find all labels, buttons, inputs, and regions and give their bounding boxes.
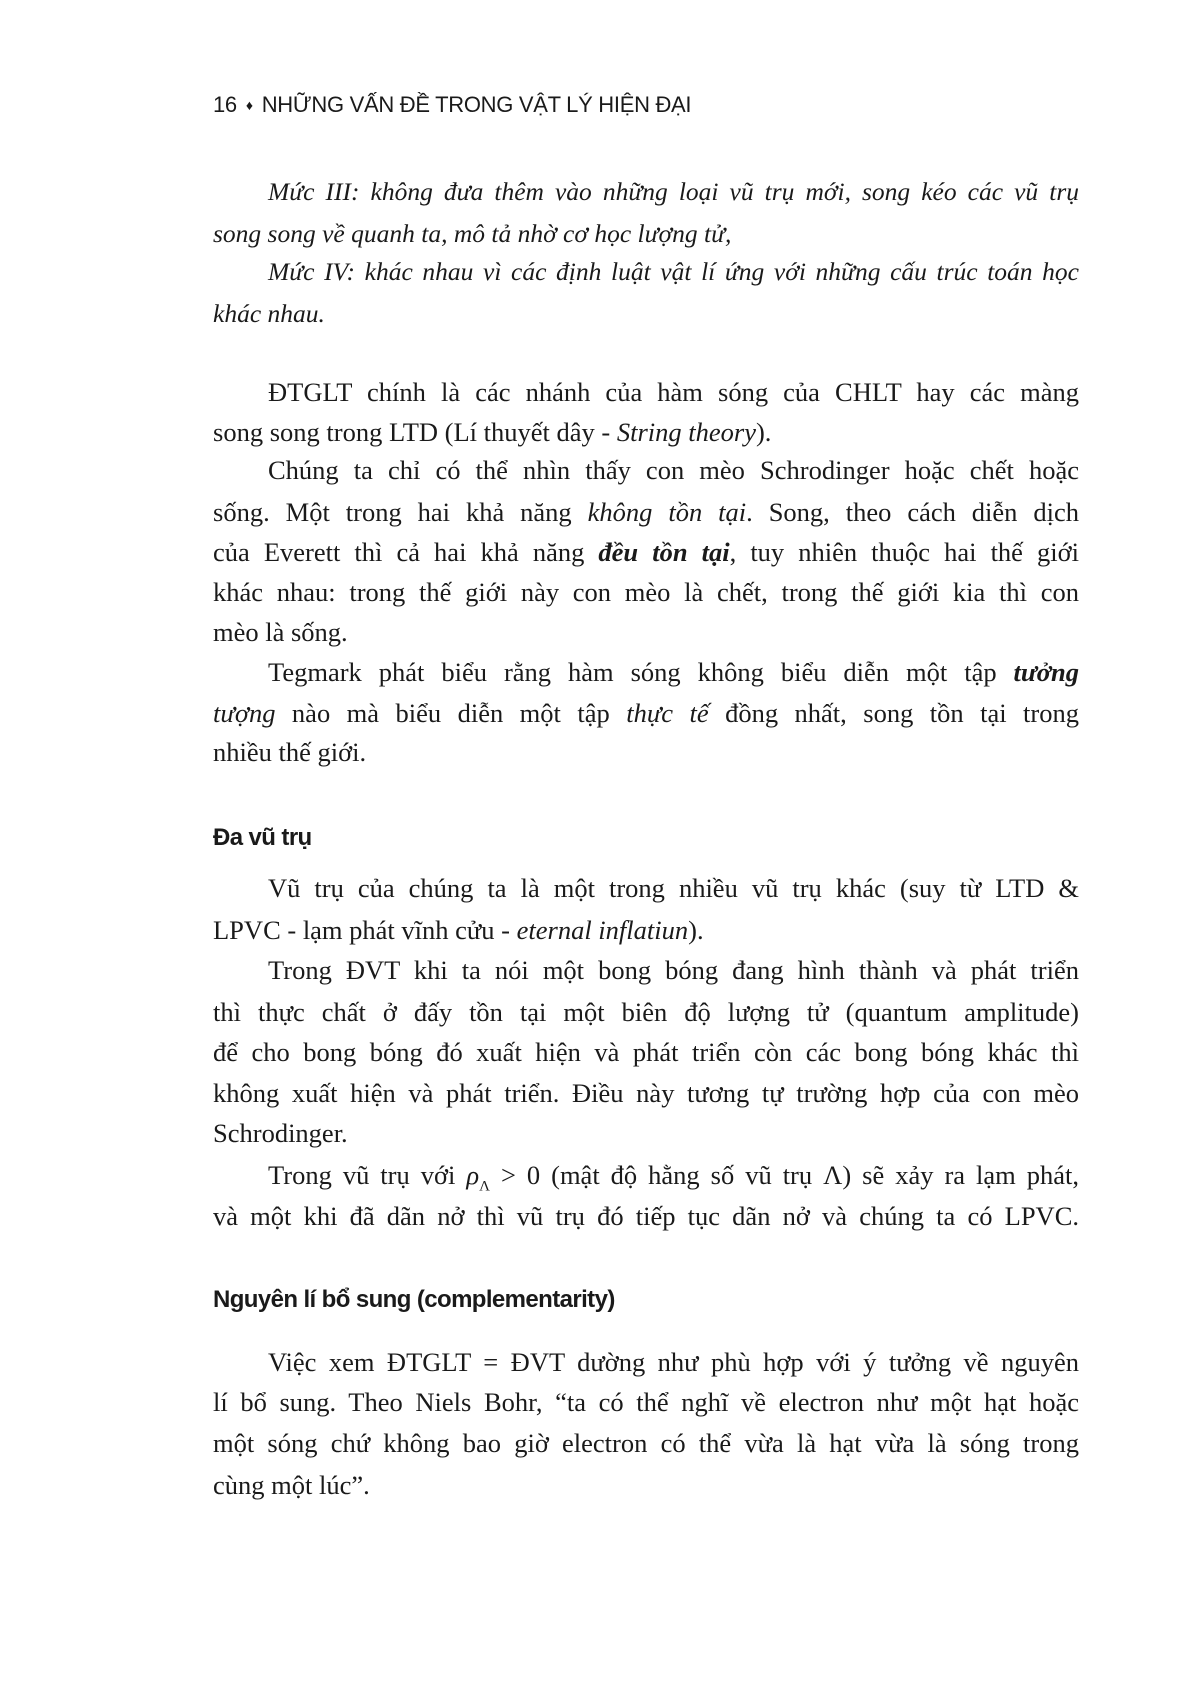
text-line: Mức IV: khác nhau vì các định luật vật lí ứng với những cấu trúc toán học bbox=[268, 257, 1079, 286]
text-line: mèo là sống. bbox=[213, 617, 348, 647]
text-line: thì thực chất ở đấy tồn tại một biên độ lượng tử (quantum amplitude) bbox=[213, 997, 1079, 1027]
text-run: song song trong LTD (Lí thuyết dây - bbox=[213, 417, 617, 447]
diamond-separator-icon: ♦ bbox=[245, 97, 253, 113]
text-run: đồng nhất, song tồn tại trong bbox=[708, 698, 1079, 728]
text-line bbox=[213, 496, 1079, 528]
running-title: NHỮNG VẤN ĐỀ TRONG VẬT LÝ HIỆN ĐẠI bbox=[261, 92, 692, 117]
text-line: Trong ĐVT khi ta nói một bong bóng đang hình thành và phát triển bbox=[268, 955, 1079, 985]
text-run: Trong vũ trụ với bbox=[268, 1160, 467, 1190]
emphasis: thực tế bbox=[626, 698, 709, 728]
text-run: LPVC - lạm phát vĩnh cửu - bbox=[213, 915, 517, 945]
text-run: ). bbox=[688, 915, 704, 945]
text-line: một sóng chứ không bao giờ electron có thể vừa là hạt vừa là sóng trong bbox=[213, 1428, 1079, 1458]
running-header bbox=[213, 92, 691, 118]
text-line: và một khi đã dãn nở thì vũ trụ đó tiếp tục dãn nở và chúng ta có LPVC. bbox=[213, 1201, 1079, 1231]
text-line: nhiều thế giới. bbox=[213, 737, 367, 767]
rho-lambda-symbol bbox=[466, 1160, 490, 1195]
page-number: 16 bbox=[213, 92, 237, 117]
emphasis: eternal inflatiun bbox=[516, 915, 689, 945]
text-run: của Everett thì cả hai khả năng bbox=[213, 537, 599, 567]
text-run: . Song, theo cách diễn dịch bbox=[746, 497, 1079, 527]
text-line: khác nhau: trong thế giới này con mèo là chết, trong thế giới kia thì con bbox=[213, 577, 1079, 607]
section-heading: Đa vũ trụ bbox=[213, 824, 312, 851]
text-run: Tegmark phát biểu rằng hàm sóng không biểu diễn một tập bbox=[268, 657, 1014, 687]
text-run: > 0 (mật độ hằng số vũ trụ Λ) sẽ xảy ra lạm phát, bbox=[489, 1160, 1079, 1190]
emphasis: String theory bbox=[616, 417, 756, 447]
text-line: Việc xem ĐTGLT = ĐVT dường như phù hợp với ý tưởng về nguyên bbox=[268, 1347, 1079, 1377]
text-run: , tuy nhiên thuộc hai thế giới bbox=[729, 537, 1079, 567]
text-line bbox=[213, 914, 1079, 946]
text-line: khác nhau. bbox=[213, 299, 325, 328]
text-line: cùng một lúc”. bbox=[213, 1470, 370, 1500]
emphasis: đều tồn tại bbox=[598, 537, 730, 567]
text-line bbox=[268, 1159, 1079, 1202]
text-run: nào mà biểu diễn một tập bbox=[275, 698, 627, 728]
lambda-subscript: Λ bbox=[479, 1178, 490, 1195]
text-line: Schrodinger. bbox=[213, 1118, 348, 1148]
text-line: Vũ trụ của chúng ta là một trong nhiều vũ trụ khác (suy từ LTD & bbox=[268, 873, 1079, 903]
text-line: không xuất hiện và phát triển. Điều này tương tự trường hợp của con mèo bbox=[213, 1078, 1079, 1108]
rho-symbol: ρ bbox=[466, 1160, 480, 1190]
text-line: song song về quanh ta, mô tả nhờ cơ học lượng tử, bbox=[213, 219, 732, 248]
text-line: lí bổ sung. Theo Niels Bohr, “ta có thể nghĩ về electron như một hạt hoặc bbox=[213, 1387, 1079, 1417]
text-line bbox=[213, 416, 1079, 448]
text-run: sống. Một trong hai khả năng bbox=[213, 497, 588, 527]
emphasis: tưởng bbox=[1013, 657, 1079, 687]
emphasis: tượng bbox=[213, 698, 276, 728]
text-line bbox=[213, 697, 1079, 729]
text-line: Mức III: không đưa thêm vào những loại vũ trụ mới, song kéo các vũ trụ bbox=[268, 177, 1079, 206]
section-heading: Nguyên lí bổ sung (complementarity) bbox=[213, 1286, 615, 1313]
text-run: ). bbox=[755, 417, 772, 447]
text-line bbox=[268, 656, 1079, 688]
text-line bbox=[213, 536, 1079, 568]
text-line: ĐTGLT chính là các nhánh của hàm sóng của CHLT hay các màng bbox=[268, 377, 1079, 407]
text-line: Chúng ta chỉ có thể nhìn thấy con mèo Schrodinger hoặc chết hoặc bbox=[268, 455, 1079, 485]
text-line: để cho bong bóng đó xuất hiện và phát triển còn các bong bóng khác thì bbox=[213, 1037, 1079, 1067]
emphasis: không tồn tại bbox=[587, 497, 747, 527]
